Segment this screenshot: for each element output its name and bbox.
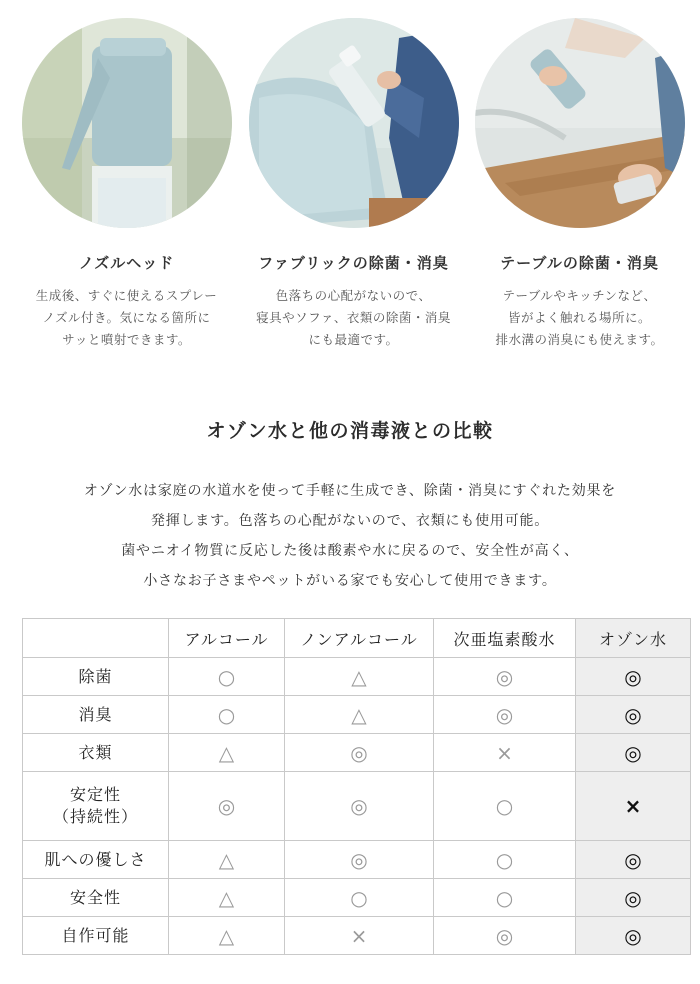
rating-mark: × bbox=[624, 794, 642, 818]
comparison-intro bbox=[0, 476, 700, 596]
rating-mark: ◎ bbox=[624, 885, 642, 910]
rating-cell bbox=[285, 658, 434, 696]
table-row bbox=[23, 658, 691, 696]
rating-mark: ◎ bbox=[217, 794, 236, 818]
nozzle-head-photo bbox=[22, 18, 232, 228]
intro-line: 発揮します。色落ちの心配がないので、衣類にも使用可能。 bbox=[150, 513, 550, 529]
rating-cell bbox=[434, 696, 576, 734]
table-header-row bbox=[23, 619, 691, 658]
table-row bbox=[23, 917, 691, 955]
feature-table bbox=[472, 18, 687, 351]
table-cleaning-photo bbox=[475, 18, 685, 228]
row-label-subtext: （持続性） bbox=[52, 807, 138, 826]
row-label-text: 自作可能 bbox=[61, 925, 130, 945]
feature-title: ファブリックの除菌・消臭 bbox=[258, 254, 449, 272]
rating-cell bbox=[285, 917, 434, 955]
rating-cell bbox=[169, 696, 285, 734]
feature-title: テーブルの除菌・消臭 bbox=[500, 254, 659, 272]
rating-mark: △ bbox=[218, 740, 235, 765]
rating-mark: × bbox=[350, 923, 368, 948]
description-line: サッと噴射できます。 bbox=[62, 332, 191, 347]
rating-mark: △ bbox=[218, 847, 235, 872]
rating-cell bbox=[285, 734, 434, 772]
rating-cell bbox=[434, 841, 576, 879]
feature-description bbox=[246, 285, 461, 351]
rating-cell bbox=[169, 734, 285, 772]
row-label-text: 衣類 bbox=[78, 742, 113, 762]
rating-cell bbox=[285, 772, 434, 841]
rating-mark: ◎ bbox=[495, 664, 514, 689]
table-row bbox=[23, 879, 691, 917]
table-row bbox=[23, 772, 691, 841]
rating-cell bbox=[285, 841, 434, 879]
rating-mark: ○ bbox=[217, 702, 236, 727]
column-header-hypochlorous: 次亜塩素酸水 bbox=[434, 619, 576, 658]
rating-mark: ○ bbox=[495, 794, 514, 818]
rating-cell bbox=[285, 879, 434, 917]
rating-mark: △ bbox=[351, 702, 367, 727]
row-label bbox=[23, 696, 169, 734]
feature-description bbox=[19, 285, 234, 351]
row-label bbox=[23, 772, 169, 841]
feature-fabric bbox=[246, 18, 461, 351]
rating-mark: ○ bbox=[495, 847, 514, 872]
rating-mark: ◎ bbox=[495, 702, 514, 727]
rating-cell bbox=[169, 841, 285, 879]
rating-mark: △ bbox=[218, 923, 235, 948]
column-header-alcohol: アルコール bbox=[169, 619, 285, 658]
rating-mark: ◎ bbox=[624, 740, 642, 765]
column-header bbox=[23, 619, 169, 658]
rating-cell bbox=[285, 696, 434, 734]
rating-cell bbox=[434, 772, 576, 841]
row-label-text: 肌への優しさ bbox=[44, 849, 147, 869]
rating-cell bbox=[434, 917, 576, 955]
row-label bbox=[23, 841, 169, 879]
rating-cell-ozone bbox=[576, 658, 691, 696]
feature-title: ノズルヘッド bbox=[78, 254, 175, 272]
rating-cell-ozone bbox=[576, 696, 691, 734]
rating-cell bbox=[169, 772, 285, 841]
row-label bbox=[23, 879, 169, 917]
rating-mark: △ bbox=[351, 664, 367, 689]
rating-mark: ◎ bbox=[350, 794, 368, 818]
rating-mark: ◎ bbox=[624, 923, 642, 948]
fabric-spray-photo bbox=[249, 18, 459, 228]
table-row bbox=[23, 841, 691, 879]
intro-line: 菌やニオイ物質に反応した後は酸素や水に戻るので、安全性が高く、 bbox=[121, 543, 579, 559]
row-label bbox=[23, 917, 169, 955]
rating-cell bbox=[434, 658, 576, 696]
rating-mark: ◎ bbox=[495, 923, 514, 948]
rating-cell-ozone bbox=[576, 734, 691, 772]
rating-cell-ozone bbox=[576, 772, 691, 841]
rating-mark: ◎ bbox=[624, 664, 642, 689]
rating-mark: ◎ bbox=[350, 847, 368, 872]
feature-description bbox=[472, 285, 687, 351]
feature-section bbox=[0, 0, 700, 360]
rating-mark: ○ bbox=[495, 885, 514, 910]
rating-cell-ozone bbox=[576, 879, 691, 917]
rating-cell-ozone bbox=[576, 917, 691, 955]
rating-cell bbox=[169, 917, 285, 955]
feature-nozzle-head bbox=[19, 18, 234, 351]
description-line: にも最適です。 bbox=[308, 332, 399, 347]
description-line: テーブルやキッチンなど、 bbox=[502, 288, 657, 303]
row-label-text: 除菌 bbox=[78, 666, 113, 686]
row-label bbox=[23, 734, 169, 772]
intro-line: 小さなお子さまやペットがいる家でも安心して使用できます。 bbox=[143, 573, 557, 589]
comparison-table bbox=[22, 618, 691, 955]
rating-cell bbox=[169, 879, 285, 917]
rating-cell-ozone bbox=[576, 841, 691, 879]
rating-mark: △ bbox=[218, 885, 235, 910]
row-label-text: 安定性 bbox=[69, 785, 121, 804]
table-row bbox=[23, 696, 691, 734]
rating-cell bbox=[434, 879, 576, 917]
rating-cell bbox=[169, 658, 285, 696]
row-label-text: 安全性 bbox=[69, 887, 121, 907]
description-line: 排水溝の消臭にも使えます。 bbox=[495, 332, 664, 347]
description-line: 寝具やソファ、衣類の除菌・消臭 bbox=[256, 310, 451, 325]
rating-mark: ○ bbox=[217, 664, 236, 689]
description-line: 皆がよく触れる場所に。 bbox=[507, 310, 651, 325]
description-line: 生成後、すぐに使えるスプレー bbox=[35, 288, 218, 303]
rating-cell bbox=[434, 734, 576, 772]
intro-line: オゾン水は家庭の水道水を使って手軽に生成でき、除菌・消臭にすぐれた効果を bbox=[83, 483, 617, 499]
description-line: ノズル付き。気になる箇所に bbox=[42, 310, 211, 325]
row-label bbox=[23, 658, 169, 696]
description-line: 色落ちの心配がないので、 bbox=[275, 288, 432, 303]
rating-mark: ◎ bbox=[350, 740, 368, 765]
rating-mark: ○ bbox=[350, 885, 368, 910]
rating-mark: × bbox=[496, 740, 513, 765]
column-header-non-alcohol: ノンアルコール bbox=[285, 619, 434, 658]
table-row bbox=[23, 734, 691, 772]
rating-mark: ◎ bbox=[624, 847, 642, 872]
rating-mark: ◎ bbox=[624, 702, 642, 727]
row-label-text: 消臭 bbox=[78, 704, 113, 724]
column-header-ozone-water: オゾン水 bbox=[576, 619, 691, 658]
comparison-title: オゾン水と他の消毒液との比較 bbox=[206, 420, 494, 442]
